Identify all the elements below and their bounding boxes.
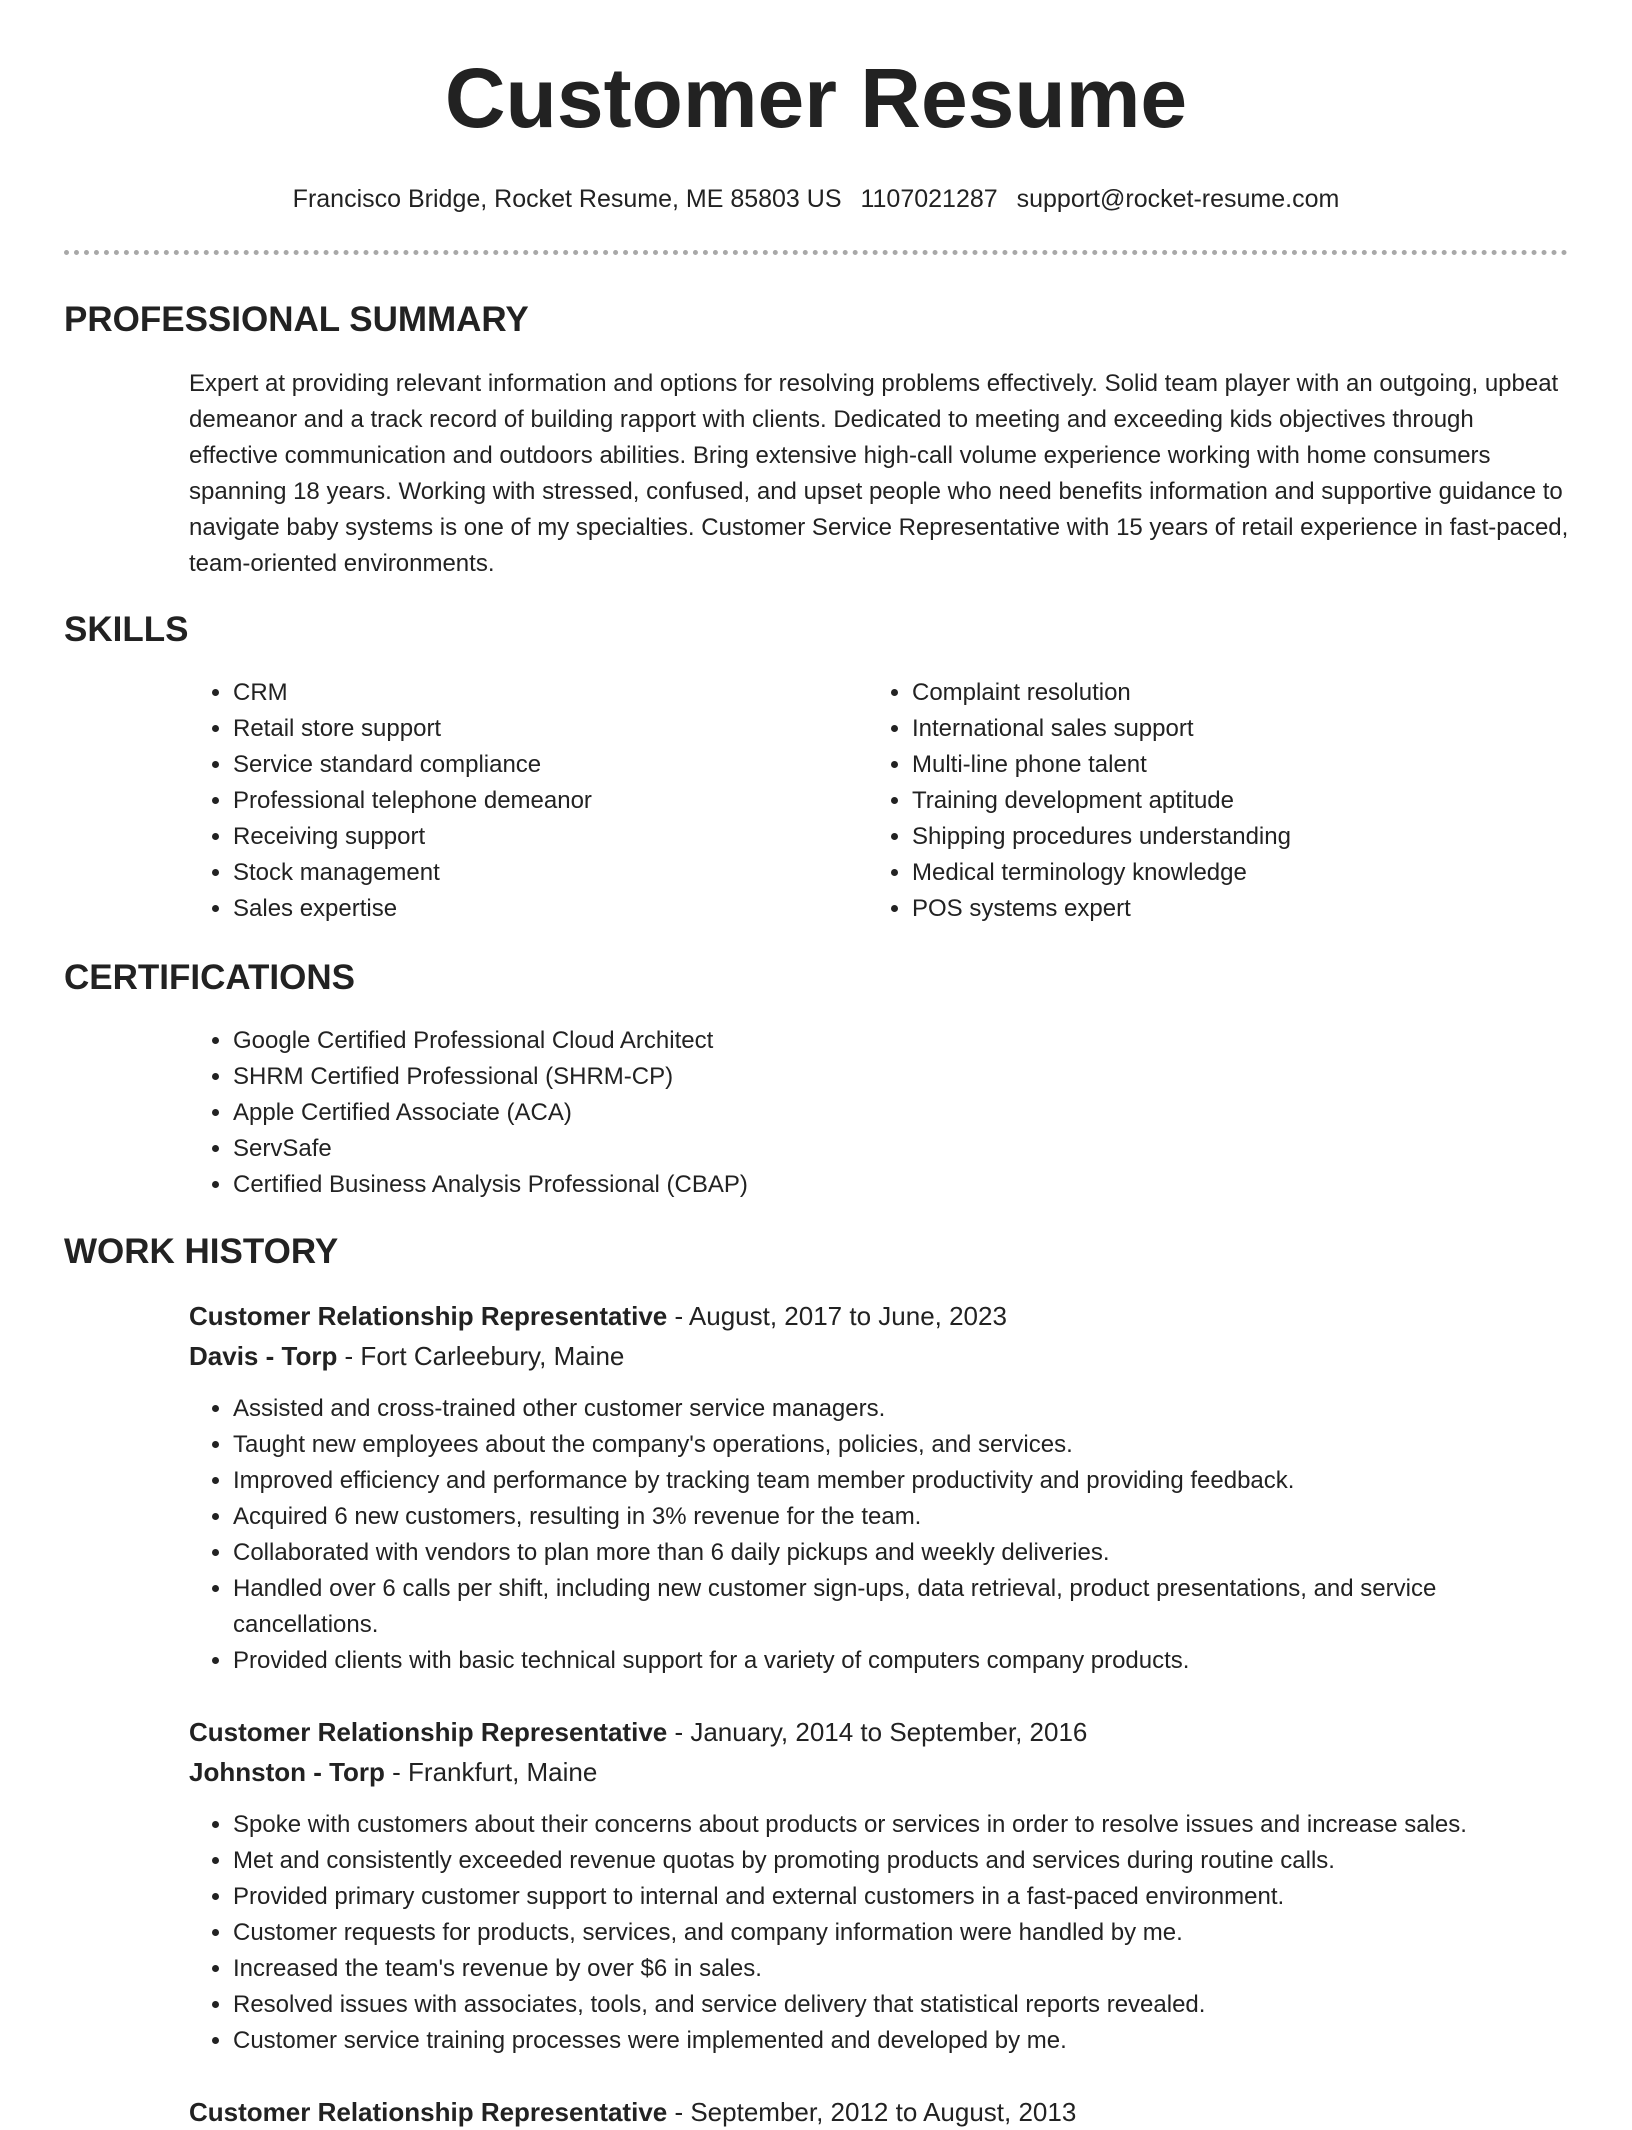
job-bullets xyxy=(189,1391,1573,1679)
list-item: • Complaint resolution xyxy=(912,675,1592,711)
job-title-line xyxy=(189,1298,1007,1334)
job-location: - Fort Carleebury, Maine xyxy=(337,1341,625,1371)
job-dates: - August, 2017 to June, 2023 xyxy=(667,1301,1007,1331)
list-item: • CRM xyxy=(233,675,873,711)
section-title-certifications: CERTIFICATIONS xyxy=(64,958,356,997)
contact-address: Francisco Bridge, Rocket Resume, ME 85803 US xyxy=(292,185,842,213)
section-title-summary: PROFESSIONAL SUMMARY xyxy=(64,300,529,339)
job-company: Davis - Torp xyxy=(189,1341,338,1371)
contact-email: support@rocket-resume.com xyxy=(1016,185,1340,213)
certifications-list xyxy=(189,1023,1593,1203)
job-role: Customer Relationship Representative xyxy=(189,2097,668,2127)
list-item: • International sales support xyxy=(912,711,1592,747)
list-item: • Stock management xyxy=(233,855,873,891)
job-title-line xyxy=(189,2094,1076,2130)
list-item: • Increased the team's revenue by over $6 in sales. xyxy=(233,1951,1613,1987)
job-bullets xyxy=(189,1807,1613,2059)
list-item: • Met and consistently exceeded revenue quotas by promoting products and services during routine calls. xyxy=(233,1843,1613,1879)
list-item: • Resolved issues with associates, tools, and service delivery that statistical reports revealed. xyxy=(233,1987,1613,2023)
list-item: • Medical terminology knowledge xyxy=(912,855,1592,891)
contact-line xyxy=(0,182,1632,216)
list-item: • Google Certified Professional Cloud Architect xyxy=(233,1023,1593,1059)
list-item: • Collaborated with vendors to plan more than 6 daily pickups and weekly deliveries. xyxy=(233,1535,1573,1571)
list-item: • Customer service training processes were implemented and developed by me. xyxy=(233,2023,1613,2059)
job-company-line xyxy=(189,1754,597,1790)
contact-phone: 1107021287 xyxy=(860,185,998,213)
list-item: • POS systems expert xyxy=(912,891,1592,927)
list-item: • Assisted and cross-trained other customer service managers. xyxy=(233,1391,1573,1427)
list-item: • Service standard compliance xyxy=(233,747,873,783)
list-item: • Provided primary customer support to internal and external customers in a fast-paced environment. xyxy=(233,1879,1613,1915)
summary-text: Expert at providing relevant information and options for resolving problems effectively. Solid team player with an outgoing, upbeat demeanor and a track record of building rapport with clients. Dedicated to meeting and exceeding kids objectives through effective communication and outdoors abilities. Bring extensive high-call volume experience working with home consumers spanning 18 years. Working with stressed, confused, and upset people who need benefits information and supportive guidance to navigate baby systems is one of my specialties. Customer Service Representative with 15 years of retail experience in fast-paced, team-oriented environments. xyxy=(189,370,1569,577)
list-item: • Professional telephone demeanor xyxy=(233,783,873,819)
list-item: • Multi-line phone talent xyxy=(912,747,1592,783)
list-item: • Training development aptitude xyxy=(912,783,1592,819)
list-item: • Acquired 6 new customers, resulting in 3% revenue for the team. xyxy=(233,1499,1573,1535)
list-item: • Certified Business Analysis Professional (CBAP) xyxy=(233,1167,1593,1203)
job-company-line xyxy=(189,1338,624,1374)
list-item: • Improved efficiency and performance by tracking team member productivity and providing feedback. xyxy=(233,1463,1573,1499)
job-dates: - January, 2014 to September, 2016 xyxy=(667,1717,1088,1747)
list-item: • Apple Certified Associate (ACA) xyxy=(233,1095,1593,1131)
list-item: • Taught new employees about the company's operations, policies, and services. xyxy=(233,1427,1573,1463)
resume-name: Customer Resume xyxy=(444,51,1188,145)
section-title-skills: SKILLS xyxy=(64,610,189,649)
list-item: • Sales expertise xyxy=(233,891,873,927)
list-item: • Shipping procedures understanding xyxy=(912,819,1592,855)
job-dates: - September, 2012 to August, 2013 xyxy=(667,2097,1077,2127)
list-item: • Receiving support xyxy=(233,819,873,855)
skills-list-left xyxy=(189,675,873,927)
list-item: • ServSafe xyxy=(233,1131,1593,1167)
list-item: • Handled over 6 calls per shift, including new customer sign-ups, data retrieval, product presentations, and service cancellations. xyxy=(233,1571,1573,1643)
header-divider xyxy=(64,250,1568,255)
job-company: Johnston - Torp xyxy=(189,1757,385,1787)
list-item: • Spoke with customers about their concerns about products or services in order to resolve issues and increase sales. xyxy=(233,1807,1613,1843)
job-location: - Frankfurt, Maine xyxy=(384,1757,598,1787)
list-item: • Provided clients with basic technical support for a variety of computers company products. xyxy=(233,1643,1573,1679)
list-item: • Customer requests for products, services, and company information were handled by me. xyxy=(233,1915,1613,1951)
skills-list-right xyxy=(868,675,1592,927)
list-item: • SHRM Certified Professional (SHRM-CP) xyxy=(233,1059,1593,1095)
list-item: • Retail store support xyxy=(233,711,873,747)
job-role: Customer Relationship Representative xyxy=(189,1301,668,1331)
job-role: Customer Relationship Representative xyxy=(189,1717,668,1747)
section-title-work-history: WORK HISTORY xyxy=(64,1232,339,1271)
job-title-line xyxy=(189,1714,1087,1750)
